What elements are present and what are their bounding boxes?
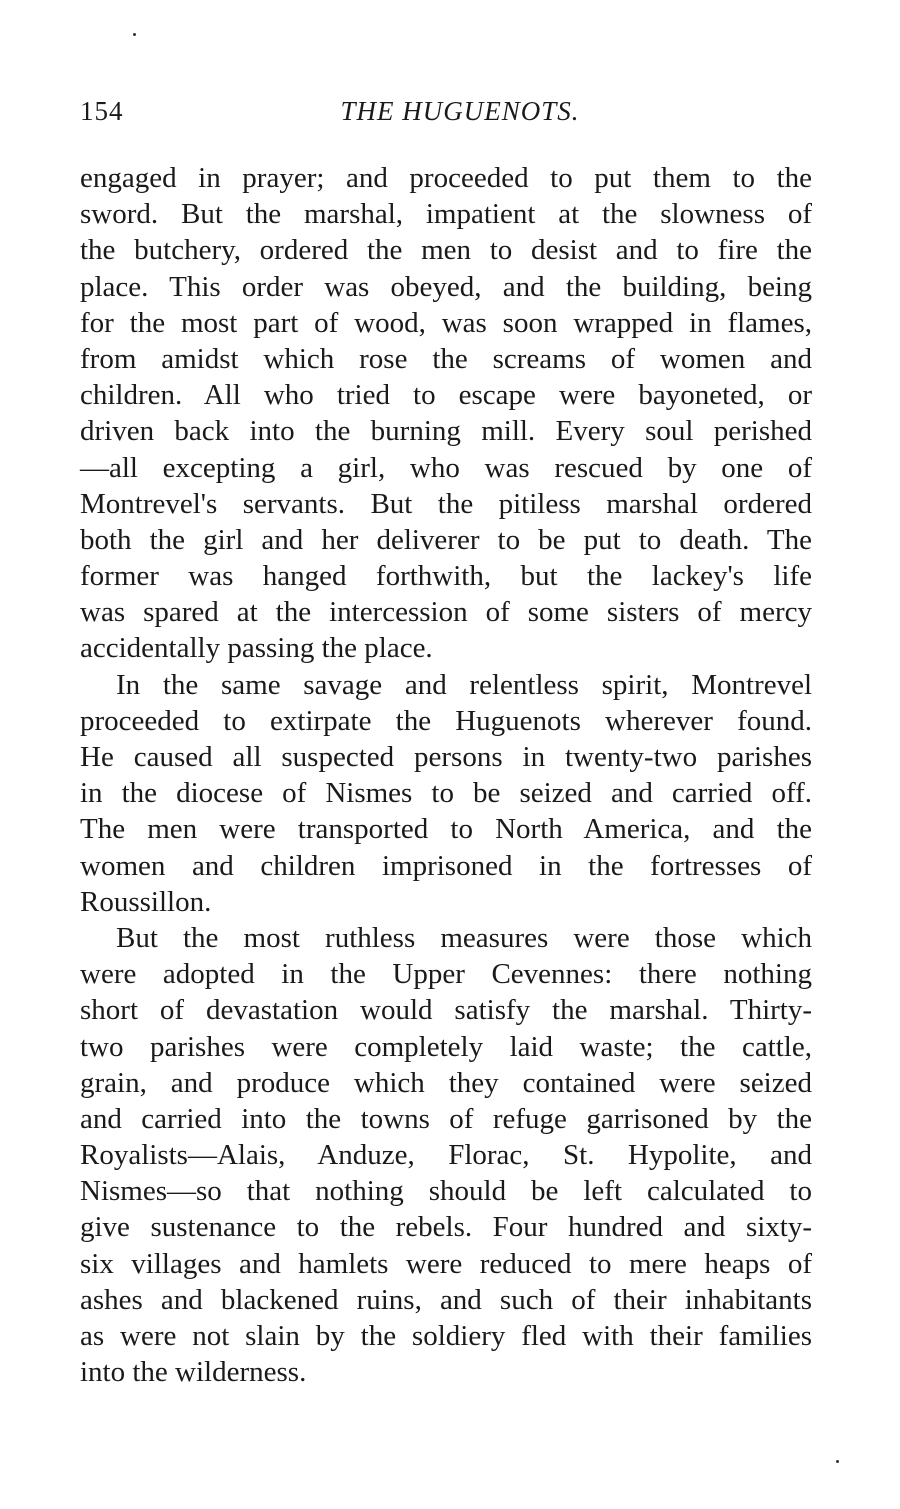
paragraph <box>80 920 812 1390</box>
text-line: sword. But the marshal, impatient at the slowness of <box>80 198 812 231</box>
text-line: accidentally passing the place. <box>80 632 433 665</box>
text-line: But the most ruthless measures were those which <box>116 921 812 954</box>
text-line: and carried into the towns of refuge garrisoned by the <box>80 1102 812 1135</box>
text-line: two parishes were completely laid waste; the cattle, <box>80 1030 812 1063</box>
text-line: short of devastation would satisfy the marshal. Thirty- <box>80 994 812 1027</box>
text-line: He caused all suspected persons in twenty-two parishes <box>80 741 812 773</box>
page-header <box>80 96 810 136</box>
print-speck <box>133 33 136 36</box>
text-line: former was hanged forthwith, but the lackey's life <box>80 560 812 593</box>
text-line: as were not slain by the soldiery fled with their families <box>80 1320 812 1352</box>
body-text <box>80 160 812 1390</box>
text-line: Nismes—so that nothing should be left calculated to <box>80 1175 812 1208</box>
running-head: THE HUGUENOTS. <box>340 96 580 126</box>
print-speck <box>836 1460 839 1463</box>
text-line: children. All who tried to escape were bayoneted, or <box>80 379 812 412</box>
text-line: into the wilderness. <box>80 1356 307 1389</box>
text-line: The men were transported to North America, and the <box>80 813 812 846</box>
text-line: for the most part of wood, was soon wrapped in flames, <box>80 306 812 339</box>
text-line: give sustenance to the rebels. Four hundred and sixty- <box>80 1211 812 1244</box>
text-line: the butchery, ordered the men to desist and to fire the <box>80 234 812 267</box>
text-line: engaged in prayer; and proceeded to put them to the <box>80 162 812 194</box>
page-number: 154 <box>80 96 124 126</box>
text-line: from amidst which rose the screams of women and <box>80 342 812 375</box>
text-line: six villages and hamlets were reduced to mere heaps of <box>80 1247 812 1280</box>
text-line: Royalists—Alais, Anduze, Florac, St. Hypolite, and <box>80 1139 812 1172</box>
text-line: Montrevel's servants. But the pitiless marshal ordered <box>80 487 812 520</box>
text-line: both the girl and her deliverer to be put to death. The <box>80 523 812 556</box>
text-line: was spared at the intercession of some sisters of mercy <box>80 596 812 629</box>
text-line: women and children imprisoned in the fortresses of <box>80 849 812 882</box>
text-line: in the diocese of Nismes to be seized and carried off. <box>80 777 812 810</box>
text-line: place. This order was obeyed, and the building, being <box>80 270 812 303</box>
text-line: were adopted in the Upper Cevennes: there nothing <box>80 958 812 991</box>
text-line: ashes and blackened ruins, and such of their inhabitants <box>80 1283 812 1316</box>
text-line: grain, and produce which they contained were seized <box>80 1066 812 1099</box>
paragraph <box>80 160 812 667</box>
text-line: driven back into the burning mill. Every soul perished <box>80 415 812 448</box>
paragraph <box>80 667 812 920</box>
text-line: Roussillon. <box>80 885 212 918</box>
text-line: —all excepting a girl, who was rescued by one of <box>80 451 812 484</box>
text-line: proceeded to extirpate the Huguenots wherever found. <box>80 704 812 737</box>
text-line: In the same savage and relentless spirit, Montrevel <box>116 668 812 701</box>
